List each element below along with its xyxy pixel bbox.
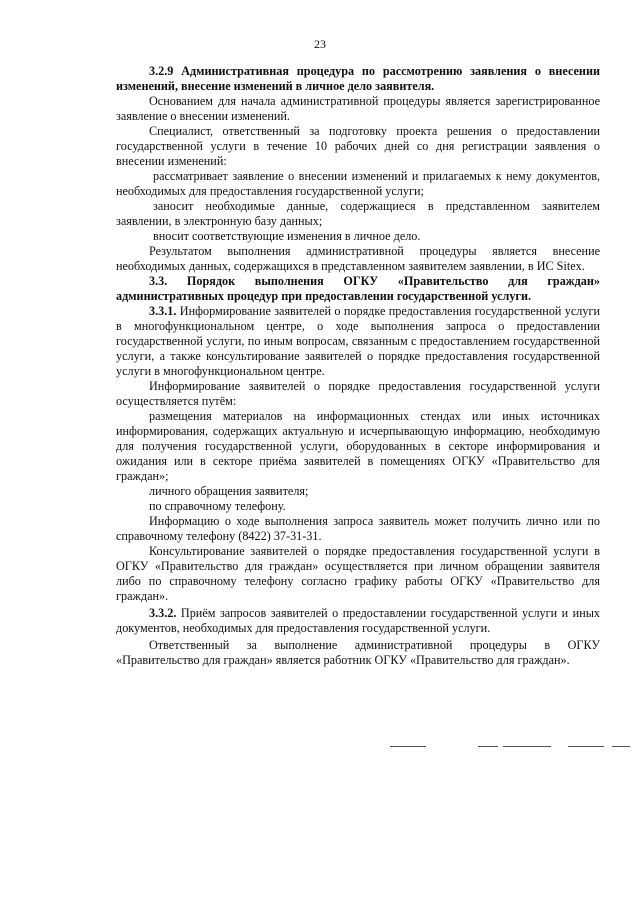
subsection-text: Информирование заявителей о порядке предоставления государственной услуги в многофункциональном центре, о ходе выполнения запроса о предоставлении государственной услуги, по иным вопросам, связанным с предоставлением государственной услуги, а также консультирование заявителей о порядке предоставления государственной услуги в многофункциональном центре. [116, 304, 600, 378]
section-heading-3-3 [116, 274, 600, 304]
scan-artifact-lines [390, 746, 640, 748]
paragraph: личного обращения заявителя; [149, 484, 309, 498]
scan-line [390, 746, 426, 747]
document-body [116, 64, 600, 668]
subsection-3-3-1 [116, 304, 600, 379]
subsection-number: 3.3.1. [149, 304, 177, 318]
subsection-3-3-2 [116, 606, 600, 636]
paragraph: вносит соответствующие изменения в личное дело. [153, 229, 421, 243]
paragraph: Специалист, ответственный за подготовку проекта решения о предоставлении государственной услуги в течение 10 рабочих дней со дня регистрации заявления о внесении изменений: [116, 124, 600, 168]
section-heading-text: 3.3. Порядок выполнения ОГКУ «Правительство для граждан» административных процедур при предоставлении государственной услуги. [116, 274, 600, 303]
section-heading-3-2-9 [116, 64, 600, 94]
paragraph: Консультирование заявителей о порядке предоставления государственной услуги в ОГКУ «Правительство для граждан» осуществляется при личном обращении заявителя либо по справочному телефону согласно графику работы ОГКУ «Правительство для граждан». [116, 544, 600, 603]
paragraph: рассматривает заявление о внесении изменений и прилагаемых к нему документов, необходимых для предоставления государственной услуги; [116, 169, 600, 198]
paragraph: заносит необходимые данные, содержащиеся в представленном заявителем заявлении, в электронную базу данных; [116, 199, 600, 228]
paragraph: по справочному телефону. [149, 499, 286, 513]
scan-line [503, 746, 551, 747]
paragraph: Основанием для начала административной процедуры является зарегистрированное заявление о внесении изменений. [116, 94, 600, 123]
paragraph: Ответственный за выполнение административной процедуры в ОГКУ «Правительство для граждан» является работник ОГКУ «Правительство для граждан». [116, 638, 600, 667]
paragraph: Информирование заявителей о порядке предоставления государственной услуги осуществляется путём: [116, 379, 600, 408]
page-number: 23 [314, 37, 326, 51]
section-heading-text: 3.2.9 Административная процедура по рассмотрению заявления о внесении изменений, внесение изменений в личное дело заявителя. [116, 64, 600, 93]
paragraph: Информацию о ходе выполнения запроса заявитель может получить лично или по справочному телефону (8422) 37-31-31. [116, 514, 600, 543]
scan-line [568, 746, 604, 747]
paragraph: размещения материалов на информационных стендах или иных источниках информирования, содержащих актуальную и исчерпывающую информацию, необходимую для получения государственной услуги, оборудованных в секторе информирования и ожидания или в секторе приёма заявителей в помещениях ОГКУ «Правительство для граждан»; [116, 409, 600, 483]
scan-line [478, 746, 498, 747]
scan-line [612, 746, 630, 747]
subsection-number: 3.3.2. [149, 606, 177, 620]
subsection-text: Приём запросов заявителей о предоставлении государственной услуги и иных документов, необходимых для предоставления государственной услуги. [116, 606, 600, 635]
paragraph: Результатом выполнения административной процедуры является внесение необходимых данных, содержащихся в представленном заявителем заявлении, в ИС Sitex. [116, 244, 600, 273]
